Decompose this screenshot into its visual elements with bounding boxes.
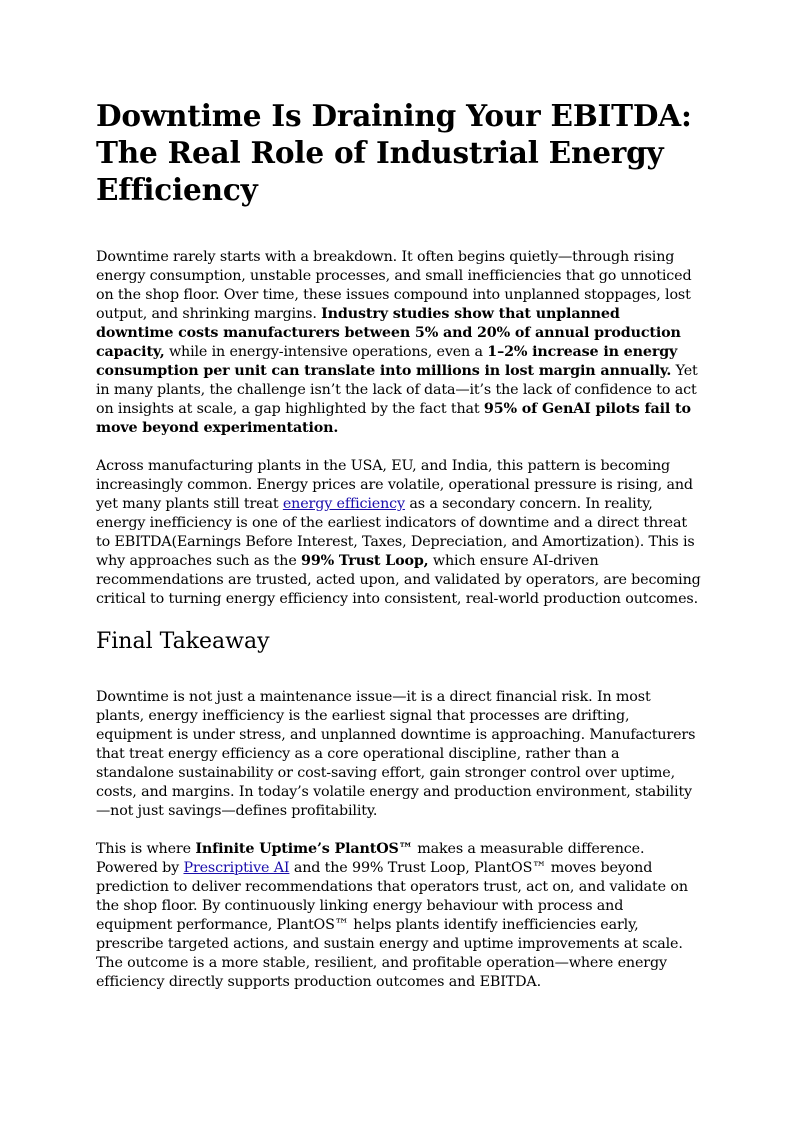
- plantos-text-1: This is where: [96, 841, 196, 857]
- intro-text-3: Yet in many plants, the challenge isn’t the lack of data—it’s the lack of confidence to act on insights at scale, a gap highlighted by the fact that: [96, 363, 698, 417]
- plantos-text-3: and the 99% Trust Loop, PlantOS™ moves beyond prediction to deliver recommendations that operators trust, act on, and validate on the shop floor. By continuously linking energy behaviour with process and equipment performance, PlantOS™ helps plants identify inefficiencies early, prescribe targeted actions, and sustain energy and uptime improvements at scale. The outcome is a more stable, resilient, and profitable operation—where energy efficiency directly supports production outcomes and EBITDA.: [96, 860, 688, 990]
- context-paragraph: [96, 457, 701, 609]
- section-heading-final-takeaway: Final Takeaway: [96, 629, 270, 654]
- intro-bold-downtime-stat: Industry studies show that unplanned downtime costs manufacturers between 5% and 20% of annual production capacity,: [96, 306, 681, 360]
- context-text-2: as a secondary concern. In reality, energy inefficiency is one of the earliest indicators of downtime and a direct threat to EBITDA(Earnings Before Interest, Taxes, Depreciation, and Amortization). This is why approaches such as the: [96, 496, 695, 569]
- context-text-3: which ensure AI-driven recommendations are trusted, acted upon, and validated by operators, are becoming critical to turning energy efficiency into consistent, real-world production outcomes.: [96, 553, 701, 607]
- article-title: Downtime Is Draining Your EBITDA: The Real Role of Industrial Energy Efficiency: [96, 98, 692, 207]
- intro-bold-energy-stat: 1–2% increase in energy consumption per unit can translate into millions in lost margin annually.: [96, 344, 678, 379]
- plantos-bold-product: Infinite Uptime’s PlantOS™: [195, 841, 413, 857]
- article: [96, 97, 701, 992]
- plantos-text-2: makes a measurable difference. Powered by: [96, 841, 645, 876]
- intro-bold-genai-stat: 95% of GenAI pilots fail to move beyond experimentation.: [96, 401, 691, 436]
- plantos-paragraph: [96, 840, 701, 992]
- intro-paragraph: [96, 248, 701, 438]
- energy-efficiency-link[interactable]: energy efficiency: [282, 496, 405, 512]
- intro-text-2: while in energy-intensive operations, even a: [164, 344, 488, 360]
- takeaway-paragraph: Downtime is not just a maintenance issue—it is a direct financial risk. In most plants, energy inefficiency is the earliest signal that processes are drifting, equipment is under stress, and unplanned downtime is approaching. Manufacturers that treat energy efficiency as a core operational discipline, rather than a standalone sustainability or cost-saving effort, gain stronger control over uptime, costs, and margins. In today’s volatile energy and production environment, stability—not just savings—defines profitability.: [96, 689, 696, 819]
- context-text-1: Across manufacturing plants in the USA, EU, and India, this pattern is becoming increasingly common. Energy prices are volatile, operational pressure is rising, and yet many plants still treat: [96, 458, 693, 512]
- prescriptive-ai-link[interactable]: Prescriptive AI: [183, 860, 290, 876]
- intro-text-1: Downtime rarely starts with a breakdown. It often begins quietly—through rising energy consumption, unstable processes, and small inefficiencies that go unnoticed on the shop floor. Over time, these issues compound into unplanned stoppages, lost output, and shrinking margins.: [96, 249, 692, 322]
- context-bold-trust-loop: 99% Trust Loop,: [301, 553, 429, 569]
